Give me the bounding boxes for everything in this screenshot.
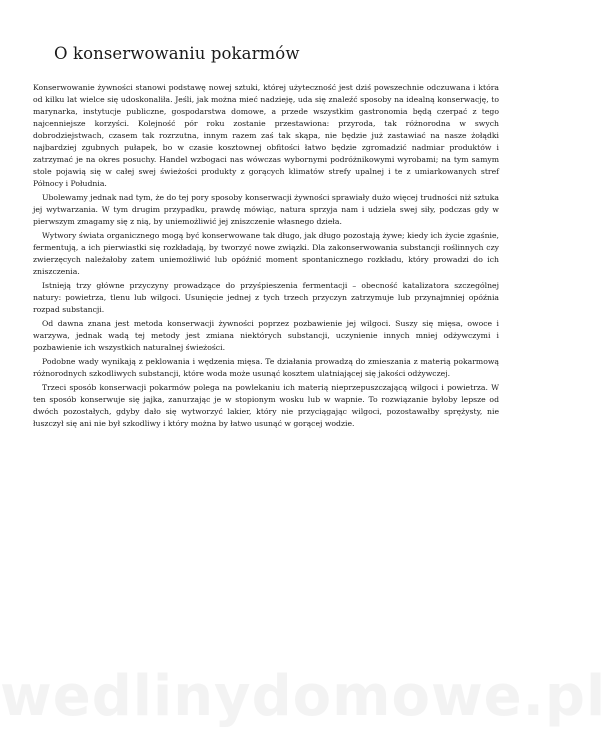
paragraph-4: Istnieją trzy główne przyczyny prowadzące do przyśpieszenia fermentacji – obecność katalizatora szczególnej natury: powietrza, tlenu lub wilgoci. Usunięcie jednej z tych trzech przyczyn zatrzymuje lub przynajmniej opóźnia rozpad substancji. [33,281,499,314]
page-title: O konserwowaniu pokarmów [54,44,300,63]
article-body [33,82,499,432]
paragraph-1: Konserwowanie żywności stanowi podstawę nowej sztuki, której użyteczność jest dziś powszechnie odczuwana i która od kilku lat wielce się udoskonaliła. Jeśli, jak można mieć nadzieję, uda się znaleźć sposoby na idealną konserwację, to marynarka, instytucje publiczne, gospodarstwa domowe, a przede wszystkim gastronomia będą czerpać z tego najcenniejsze korzyści. Kolejność pór roku zostanie przestawiona: przyroda, tak różnorodna w swych dobrodziejstwach, czasem tak rozrzutna, innym razem zaś tak skąpa, nie będzie już zastawiać na nasze żołądki najbardziej zgubnych pułapek, bo w czasie kosztownej obfitości łatwo będzie zgromadzić nadmiar produktów i zatrzymać je na okres posuchy. Handel wzbogaci nas wówczas wybornymi podróżnikowymi wyrobami; na tym samym stole pojawią się w całej swej świeżości produkty z gorących klimatów strefy upalnej i te z umiarkowanych stref Północy i Południa. [33,83,499,188]
paragraph-3: Wytwory świata organicznego mogą być konserwowane tak długo, jak długo pozostają żywe; kiedy ich życie zgaśnie, fermentują, a ich pierwiastki się rozkładają, by tworzyć nowe związki. Dla zakonserwowania substancji roślinnych czy zwierzęcych należałoby zatem uniemożliwić lub opóźnić moment spontanicznego rozkładu, który prowadzi do ich zniszczenia. [33,231,499,276]
paragraph-6: Podobne wady wynikają z peklowania i wędzenia mięsa. Te działania prowadzą do zmieszania z materią pokarmową różnorodnych szkodliwych substancji, które woda może usunąć kosztem ulatniającej się jakości odżywczej. [33,357,499,378]
paragraph-5: Od dawna znana jest metoda konserwacji żywności poprzez pozbawienie jej wilgoci. Suszy się mięsa, owoce i warzywa, jednak wadą tej metody jest zmiana niektórych substancji, uczynienie innych mniej odżywczymi i pozbawienie ich wszystkich naturalnej świeżości. [33,319,499,352]
paragraph-7: Trzeci sposób konserwacji pokarmów polega na powlekaniu ich materią nieprzepuszczającą wilgoci i powietrza. W ten sposób konserwuje się jajka, zanurzając je w stopionym wosku lub w wapnie. To rozwiązanie byłoby lepsze od dwóch pozostałych, gdyby dało się wytworzyć lakier, który nie przyciągając wilgoci, pozostawałby sprężysty, nie łuszczył się ani nie był szkodliwy i który można by łatwo usunąć w gorącej wodzie. [33,383,499,428]
watermark: wedlinydomowe.pl [0,664,606,729]
paragraph-2: Ubolewamy jednak nad tym, że do tej pory sposoby konserwacji żywności sprawiały dużo więcej trudności niż sztuka jej wytwarzania. W tym drugim przypadku, prawdę mówiąc, natura sprzyja nam i udziela swej siły, podczas gdy w pierwszym zmagamy się z nią, by uniemożliwić jej zniszczenie własnego dzieła. [33,193,499,226]
